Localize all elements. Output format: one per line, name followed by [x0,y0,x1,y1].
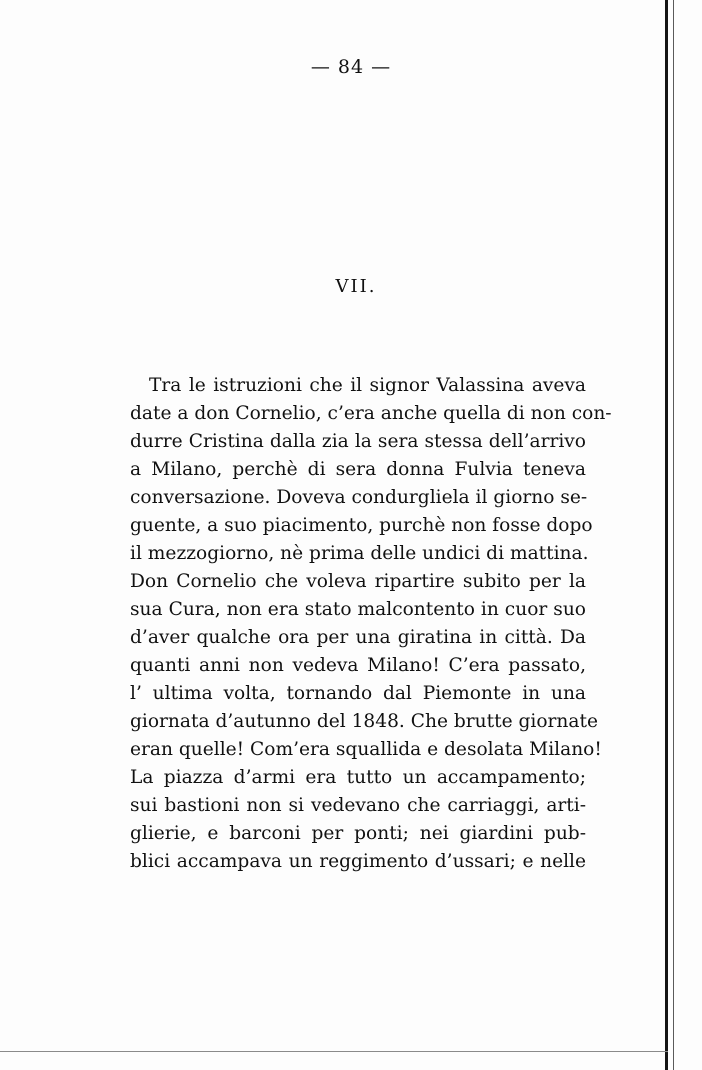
text-line: blici accampava un reggimento d’ussari; e nelle [130,851,586,872]
page-number: — 84 — [310,56,392,78]
text-line: quanti anni non vedeva Milano! C’era passato, [130,655,586,676]
text-line: glierie, e barconi per ponti; nei giardini pub- [130,823,586,844]
text-line: d’aver qualche ora per una giratina in città. Da [130,627,586,648]
text-line: l’ ultima volta, tornando dal Piemonte in una [130,683,586,704]
text-line: il mezzogiorno, nè prima delle undici di mattina. [130,543,589,564]
text-line: Tra le istruzioni che il signor Valassina aveva [149,375,586,396]
text-line: sua Cura, non era stato malcontento in cuor suo [130,599,586,620]
chapter-heading: VII. [335,276,377,297]
text-line: Don Cornelio che voleva ripartire subito per la [130,571,586,592]
text-line: La piazza d’armi era tutto un accampamento; [130,767,586,788]
text-line: a Milano, perchè di sera donna Fulvia teneva [130,459,586,480]
body-text [130,372,612,876]
text-line: eran quelle! Com’era squallida e desolata Milano! [130,739,602,760]
text-line: giornata d’autunno del 1848. Che brutte giornate [130,711,598,732]
text-line: date a don Cornelio, c’era anche quella di non con- [130,403,612,424]
page-binding-edge [665,0,668,1070]
text-line: conversazione. Doveva condurgliela il giorno se- [130,487,588,508]
text-line: sui bastioni non si vedevano che carriaggi, arti- [130,795,586,816]
text-line: guente, a suo piacimento, purchè non fosse dopo [130,515,593,536]
text-line: durre Cristina dalla zia la sera stessa dell’arrivo [130,431,586,452]
page-binding-edge-inner [673,0,674,1070]
page-bottom-edge [0,1051,668,1052]
